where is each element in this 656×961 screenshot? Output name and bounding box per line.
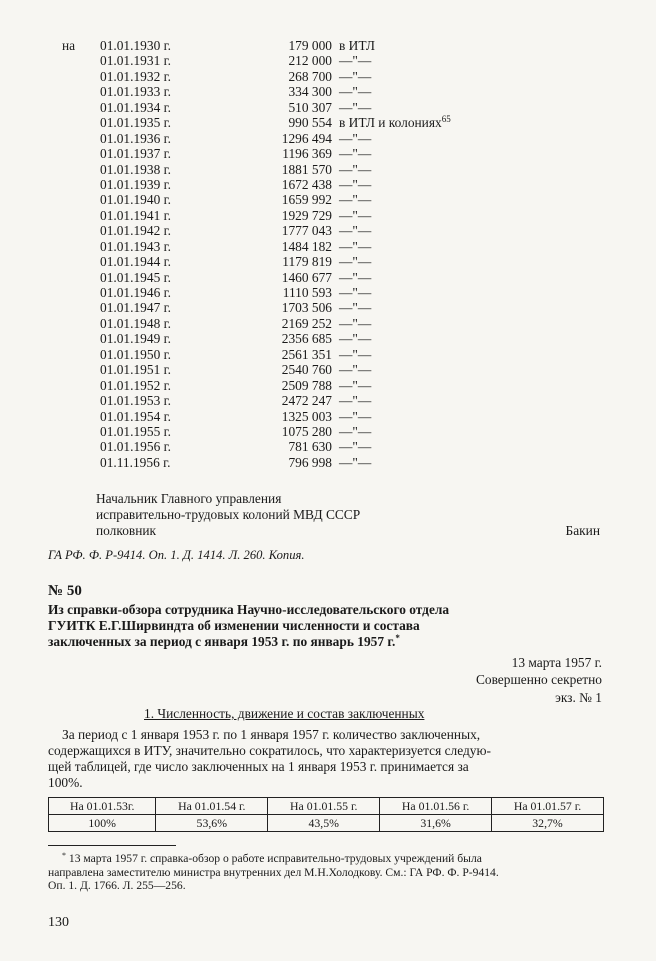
document-title [48,602,608,650]
row-value: 179 000 [288,38,332,53]
row-date: 01.01.1935 г. [100,115,171,131]
row-date: 01.01.1943 г. [100,238,171,254]
row-date: 01.01.1948 г. [100,315,171,331]
row-note: —"— [339,346,372,362]
row-date: 01.01.1934 г. [100,99,171,115]
signature-line: исправительно-трудовых колоний МВД СССР [96,507,361,522]
row-note: —"— [339,269,372,285]
title-line: Из справки-обзора сотрудника Научно-исследовательского отдела [48,602,450,617]
row-note: —"— [339,207,372,223]
row-date: 01.01.1955 г. [100,423,171,439]
table-cell: 31,6% [380,815,492,832]
row-date: 01.01.1954 г. [100,408,171,424]
row-value: 1196 369 [282,146,332,162]
row-date: 01.01.1931 г. [100,53,171,69]
row-date: 01.01.1936 г. [100,130,171,146]
row-note: —"— [339,300,372,316]
footnote-marker: * [395,633,400,643]
row-note: в ИТЛ и колониях$^{65}$ [339,114,451,131]
row-value: 1460 677 [281,269,332,285]
row-value: 796 998 [288,454,332,470]
row-date: 01.01.1939 г. [100,176,171,192]
paragraph-line: За период с 1 января 1953 г. по 1 января 1957 г. количество заключенных, [62,727,481,742]
row-date: 01.01.1950 г. [100,346,171,362]
paragraph-line: содержащихся в ИТУ, значительно сократилось, что характеризуется следую- [48,742,491,758]
row-note: —"— [339,176,372,192]
row-prefix: на [62,38,76,53]
row-value: 2169 252 [281,315,332,331]
paragraph-line: 100%. [48,774,83,790]
row-value: 2540 760 [281,362,332,378]
archive-source: ГА РФ. Ф. Р-9414. Оп. 1. Д. 1414. Л. 260. Копия. [48,548,305,562]
row-note: —"— [339,99,372,115]
row-note: —"— [339,331,372,347]
row-value: 2509 788 [281,377,332,393]
row-date: 01.11.1956 г. [100,454,171,470]
row-date: 01.01.1944 г. [100,254,171,270]
row-value: 212 000 [288,53,332,69]
table-header-row [49,798,604,815]
row-date: 01.01.1937 г. [100,146,171,162]
table-cell: 43,5% [268,815,380,832]
row-date: 01.01.1933 г. [100,84,171,100]
row-date: 01.01.1946 г. [100,285,171,300]
row-date: 01.01.1932 г. [100,68,171,84]
row-value: 1703 506 [281,300,332,316]
table-header-cell: На 01.01.53г. [49,798,156,815]
table-cell: 100% [49,815,156,832]
footnote-line: направлена заместителю министра внутренних дел М.Н.Холодкову. См.: ГА РФ. Ф. Р-9414. [48,865,499,879]
table-header-cell: На 01.01.56 г. [380,798,492,815]
row-note: —"— [339,362,372,378]
table-header-cell: На 01.01.54 г. [156,798,268,815]
row-date: 01.01.1941 г. [100,207,171,223]
footnote-divider [48,845,176,846]
table-header-cell: На 01.01.57 г. [492,798,604,815]
table-cell: 53,6% [156,815,268,832]
row-value: 2561 351 [281,346,332,362]
section-heading: 1. Численность, движение и состав заключенных [144,706,425,721]
row-value: 334 300 [288,84,332,100]
body-paragraph [48,727,606,791]
row-note: —"— [339,161,372,177]
row-note: —"— [339,53,372,69]
row-note: —"— [339,254,372,270]
row-date: 01.01.1949 г. [100,331,171,347]
row-value: 1110 593 [282,285,332,300]
row-date: 01.01.1947 г. [100,300,171,316]
row-note: —"— [339,223,372,239]
row-value: 781 630 [288,439,332,455]
copy-number: экз. № 1 [555,690,602,705]
row-date: 01.01.1952 г. [100,377,171,393]
row-value: 510 307 [288,99,332,115]
row-note: —"— [339,84,372,100]
row-note: —"— [339,68,372,84]
row-date: 01.01.1945 г. [100,269,171,285]
paragraph-line: щей таблицей, где число заключенных на 1 января 1953 г. принимается за [48,758,469,774]
footnote-line: Оп. 1. Д. 1766. Л. 255—256. [48,879,186,893]
row-note: —"— [339,439,372,455]
classification-label: Совершенно секретно [475,672,602,687]
row-note: —"— [339,238,372,254]
row-date: 01.01.1953 г. [100,393,171,409]
row-date: 01.01.1940 г. [100,192,171,208]
row-note: в ИТЛ [339,38,375,53]
footnote-reference: 65 [441,114,451,125]
signatory-name: Бакин [565,523,600,538]
row-value: 1672 438 [281,176,332,192]
table-cell: 32,7% [492,815,604,832]
table-row [49,815,604,832]
row-value: 268 700 [288,68,332,84]
footnote-line: * 13 марта 1957 г. справка-обзор о работе исправительно-трудовых учреждений была [62,851,482,865]
signature-line: полковник [96,523,157,538]
title-line: ГУИТК Е.Г.Ширвиндта об изменении численности и состава [48,618,420,633]
row-value: 2472 247 [281,393,332,409]
row-note: —"— [339,146,372,162]
row-date: 01.01.1951 г. [100,362,171,378]
row-note: —"— [339,408,372,424]
row-note: —"— [339,454,372,470]
signature-block [96,491,360,539]
row-date: 01.01.1942 г. [100,223,171,239]
row-note: —"— [339,393,372,409]
title-line: заключенных за период с января 1953 г. по январь 1957 г.* [48,633,400,649]
row-value: 1929 729 [281,207,332,223]
row-note: —"— [339,285,372,300]
percentage-table [48,797,604,832]
row-note: —"— [339,423,372,439]
row-note: —"— [339,192,372,208]
row-value: 1659 992 [281,192,332,208]
document-number: № 50 [48,583,82,599]
row-value: 1179 819 [282,254,332,270]
row-value: 1325 003 [281,408,332,424]
footnote [48,852,608,893]
row-value: 1296 494 [281,130,332,146]
row-date: 01.01.1938 г. [100,161,171,177]
row-value: 1777 043 [281,223,332,239]
row-value: 990 554 [288,115,332,131]
row-note: —"— [339,130,372,146]
row-note: —"— [339,377,372,393]
footnote-marker: * [62,851,66,860]
row-value: 1484 182 [281,238,332,254]
row-date: 01.01.1930 г. [100,38,171,53]
row-value: 1075 280 [281,423,332,439]
row-date: 01.01.1956 г. [100,439,171,455]
document-date: 13 марта 1957 г. [511,655,602,670]
row-value: 2356 685 [281,331,332,347]
page-number: 130 [48,915,69,930]
signature-line: Начальник Главного управления [96,491,282,506]
row-value: 1881 570 [281,161,332,177]
row-note: —"— [339,315,372,331]
table-header-cell: На 01.01.55 г. [268,798,380,815]
